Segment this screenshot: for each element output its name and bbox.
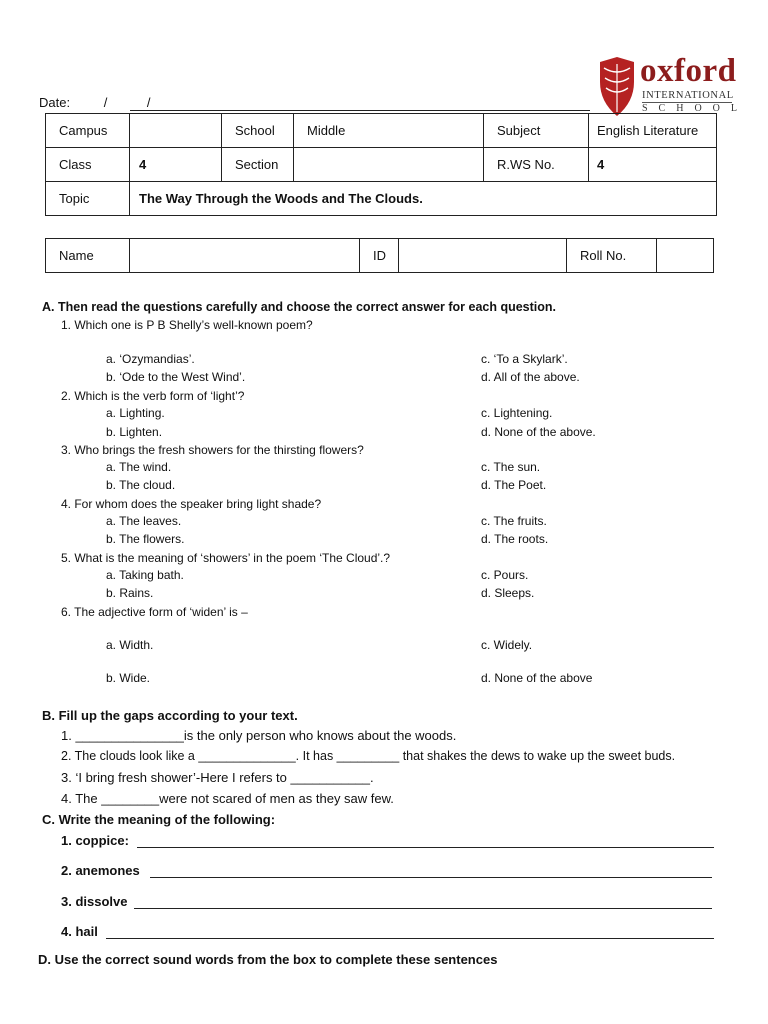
q6-option-c[interactable]: c. Widely. <box>481 638 533 652</box>
question-3: 3. Who brings the fresh showers for the thirsting flowers? <box>61 443 364 457</box>
student-info-table <box>45 238 714 273</box>
fill-item-1[interactable]: 1. _______________is the only person who knows about the woods. <box>61 728 457 743</box>
q5-option-a[interactable]: a. Taking bath. <box>106 568 184 582</box>
section-value[interactable] <box>294 148 484 182</box>
class-value[interactable]: 4 <box>130 148 222 182</box>
q2-option-a[interactable]: a. Lighting. <box>106 406 165 420</box>
meaning-item-1: 1. coppice: <box>61 833 129 848</box>
q5-option-c[interactable]: c. Pours. <box>481 568 529 582</box>
q4-option-c[interactable]: c. The fruits. <box>481 514 547 528</box>
meaning-answer-line-2[interactable] <box>150 877 712 878</box>
section-a-heading: A. Then read the questions carefully and choose the correct answer for each question. <box>42 300 557 314</box>
roll-label: Roll No. <box>567 239 657 273</box>
campus-label: Campus <box>46 114 130 148</box>
name-field[interactable] <box>130 239 360 273</box>
question-5: 5. What is the meaning of ‘showers’ in the poem ‘The Cloud’.? <box>61 551 391 565</box>
meaning-item-3: 3. dissolve <box>61 894 128 909</box>
meaning-answer-line-3[interactable] <box>134 908 712 909</box>
date-row <box>39 95 169 110</box>
school-logo <box>596 52 749 122</box>
school-value[interactable]: Middle <box>294 114 484 148</box>
question-1: 1. Which one is P B Shelly’s well-known poem? <box>61 318 313 332</box>
q6-option-b[interactable]: b. Wide. <box>106 671 151 685</box>
q1-option-d[interactable]: d. All of the above. <box>481 370 580 384</box>
q3-option-a[interactable]: a. The wind. <box>106 460 172 474</box>
date-label: Date: <box>39 95 71 110</box>
shield-emblem-icon <box>596 56 638 118</box>
q2-option-b[interactable]: b. Lighten. <box>106 425 163 439</box>
meaning-answer-line-4[interactable] <box>106 938 714 939</box>
date-underline <box>130 110 590 111</box>
section-d-heading: D. Use the correct sound words from the box to complete these sentences <box>38 952 498 967</box>
meaning-answer-line-1[interactable] <box>137 847 714 848</box>
logo-school: SCHOOL <box>642 103 749 114</box>
rws-label: R.WS No. <box>484 148 589 182</box>
subject-label: Subject <box>484 114 589 148</box>
topic-value: The Way Through the Woods and The Clouds. <box>130 182 717 216</box>
q6-option-a[interactable]: a. Width. <box>106 638 154 652</box>
question-4: 4. For whom does the speaker bring light shade? <box>61 497 322 511</box>
q4-option-d[interactable]: d. The roots. <box>481 532 549 546</box>
id-field[interactable] <box>399 239 567 273</box>
school-label: School <box>222 114 294 148</box>
fill-item-3[interactable]: 3. ‘I bring fresh shower’-Here I refers to ___________. <box>61 770 374 785</box>
q3-option-b[interactable]: b. The cloud. <box>106 478 176 492</box>
q1-option-a[interactable]: a. ‘Ozymandias’. <box>106 352 195 366</box>
subject-value[interactable]: English Literature <box>589 114 717 148</box>
q6-option-d[interactable]: d. None of the above <box>481 671 593 685</box>
topic-label: Topic <box>46 182 130 216</box>
q1-option-b[interactable]: b. ‘Ode to the West Wind’. <box>106 370 246 384</box>
q5-option-d[interactable]: d. Sleeps. <box>481 586 535 600</box>
q1-option-c[interactable]: c. ‘To a Skylark’. <box>481 352 568 366</box>
q5-option-b[interactable]: b. Rains. <box>106 586 154 600</box>
q2-option-c[interactable]: c. Lightening. <box>481 406 553 420</box>
section-label: Section <box>222 148 294 182</box>
class-label: Class <box>46 148 130 182</box>
fill-item-4[interactable]: 4. The ________were not scared of men as they saw few. <box>61 791 394 806</box>
section-b-heading: B. Fill up the gaps according to your text. <box>42 708 298 723</box>
q4-option-a[interactable]: a. The leaves. <box>106 514 182 528</box>
meaning-item-2: 2. anemones <box>61 863 140 878</box>
campus-value[interactable] <box>130 114 222 148</box>
question-2: 2. Which is the verb form of ‘light’? <box>61 389 245 403</box>
logo-wordmark: oxford <box>640 53 737 89</box>
roll-field[interactable] <box>657 239 714 273</box>
q3-option-d[interactable]: d. The Poet. <box>481 478 547 492</box>
meaning-item-4: 4. hail <box>61 924 98 939</box>
fill-item-2[interactable]: 2. The clouds look like a ______________. It has _________ that shakes the dews to wake up the sweet buds. <box>61 749 676 763</box>
header-table <box>45 113 717 216</box>
name-label: Name <box>46 239 130 273</box>
section-c-heading: C. Write the meaning of the following: <box>42 812 276 827</box>
q2-option-d[interactable]: d. None of the above. <box>481 425 596 439</box>
rws-value[interactable]: 4 <box>589 148 717 182</box>
logo-international: INTERNATIONAL <box>642 90 734 101</box>
question-6: 6. The adjective form of ‘widen’ is – <box>61 605 248 619</box>
q3-option-c[interactable]: c. The sun. <box>481 460 541 474</box>
date-value[interactable]: / / <box>103 95 169 110</box>
id-label: ID <box>360 239 399 273</box>
q4-option-b[interactable]: b. The flowers. <box>106 532 185 546</box>
